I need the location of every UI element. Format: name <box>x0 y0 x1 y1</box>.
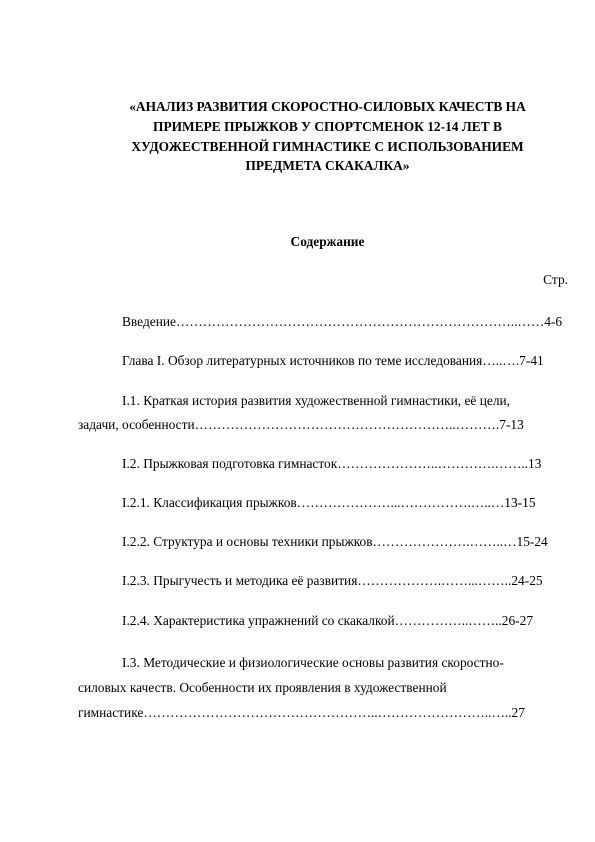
contents-heading: Содержание <box>290 234 365 249</box>
document-title <box>80 97 575 176</box>
toc-entry-1-2-3: I.2.3. Прыгучесть и методика её развития……………….……...……..24-25 <box>122 573 543 588</box>
title-line-4: ПРЕДМЕТА СКАКАЛКА» <box>245 158 410 174</box>
toc-entry-1-2-1: I.2.1. Классификация прыжков…………………...…………….…..…13-15 <box>122 495 536 510</box>
title-line-2: ПРИМЕРЕ ПРЫЖКОВ У СПОРТСМЕНОК 12-14 ЛЕТ В <box>153 118 502 134</box>
toc-entry-1-2-2: I.2.2. Структура и основы техники прыжков………………….……..…15-24 <box>122 534 548 549</box>
title-line-1: «АНАЛИЗ РАЗВИТИЯ СКОРОСТНО-СИЛОВЫХ КАЧЕСТВ НА <box>129 99 526 114</box>
toc-entry-1-1-line-2: задачи, особенности…………………………………………………..……….7-13 <box>78 417 524 432</box>
title-line-3: ХУДОЖЕСТВЕННОЙ ГИМНАСТИКЕ С ИСПОЛЬЗОВАНИЕМ <box>131 138 524 154</box>
toc-entry-1-3-line-1: I.3. Методические и физиологические основы развития скоростно- <box>122 655 504 670</box>
toc-entry-1-1-line-1: I.1. Краткая история развития художественной гимнастики, её цели, <box>122 393 511 408</box>
toc-entry-introduction: Введение…………………………………………………………………..……4-6 <box>122 314 563 329</box>
toc-entry-1-3-line-3: гимнастике……………………………………………..……………………..…..27 <box>78 705 525 720</box>
page-column-label: Стр. <box>543 272 568 287</box>
toc-entry-1-2-4: I.2.4. Характеристика упражнений со скакалкой……………..……..26-27 <box>122 613 534 628</box>
toc-entry-chapter-1: Глава I. Обзор литературных источников по теме исследования…..….7-41 <box>122 353 544 368</box>
toc-entry-1-2: I.2. Прыжковая подготовка гимнасток…………………..………….……..13 <box>122 456 542 471</box>
toc-entry-1-3-line-2: силовых качеств. Особенности их проявления в художественной <box>78 680 447 695</box>
